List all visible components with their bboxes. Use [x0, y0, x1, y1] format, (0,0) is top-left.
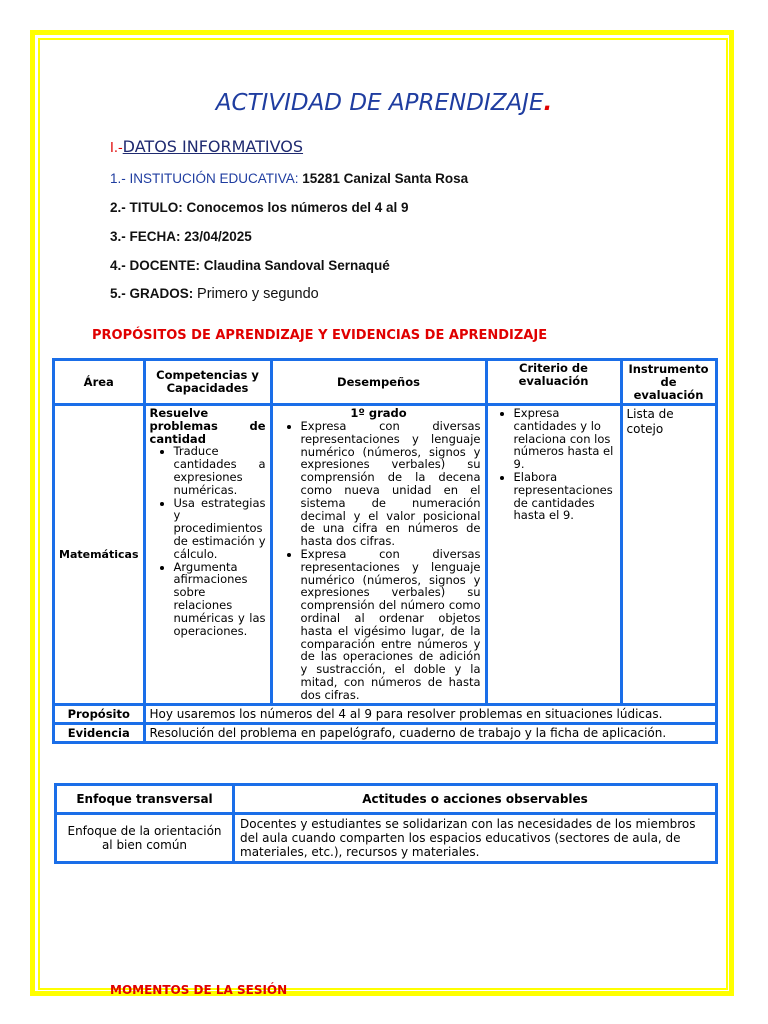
title-text: ACTIVIDAD DE APRENDIZAJE	[215, 90, 544, 116]
enfoque-header-left: Enfoque transversal	[56, 785, 234, 814]
capacidad-item: • Usa estrategias y procedimientos de estimación y cálculo.	[174, 497, 266, 561]
proposito-value: Hoy usaremos los números del 4 al 9 para resolver problemas en situaciones lúdicas.	[144, 704, 716, 723]
proposito-label: Propósito	[54, 704, 145, 723]
grados-value: Primero y segundo	[197, 286, 319, 302]
enfoque-header-right: Actitudes o acciones observables	[234, 785, 717, 814]
header-desempenos: Desempeños	[271, 360, 486, 405]
institucion-value: 15281 Canizal Santa Rosa	[302, 171, 469, 186]
desempeno-item: • Expresa con diversas representaciones y lenguaje numérico (números, signos y expresiones verbales) su comprensión de la decena como nueva unidad en el sistema de numeración decimal y el valor posicional de una cifra en números de hasta dos cifras.	[301, 420, 481, 548]
section-number: I.-	[110, 141, 123, 156]
desempeno-item: • Expresa con diversas representaciones y lenguaje numérico (números, signos y expresiones verbales) su comprensión del número como ordinal al ordenar objetos hasta el vigésimo lugar, de la comparación entre números y de las operaciones de adición y sustracción, el doble y la mitad, con números de hasta dos cifras.	[301, 548, 481, 702]
header-area: Área	[54, 360, 145, 405]
table-row-proposito	[54, 704, 717, 723]
momentos-heading: MOMENTOS DE LA SESIÓN	[110, 983, 288, 997]
header-competencias: Competencias y Capacidades	[144, 360, 271, 405]
enfoque-table	[54, 783, 718, 864]
info-docente: 4.- DOCENTE: Claudina Sandoval Sernaqué	[110, 258, 390, 273]
institucion-label: 1.- INSTITUCIÓN EDUCATIVA:	[110, 171, 299, 186]
enfoque-header-row	[56, 785, 717, 814]
grados-label: 5.- GRADOS:	[110, 286, 194, 301]
capacidad-item: • Traduce cantidades a expresiones numéricas.	[174, 445, 266, 496]
competencia-title: Resuelve problemas de cantidad	[149, 406, 266, 446]
info-titulo: 2.- TITULO: Conocemos los números del 4 al 9	[110, 200, 409, 215]
evidencia-value: Resolución del problema en papelógrafo, cuaderno de trabajo y la ficha de aplicación.	[144, 723, 716, 742]
capacidades-list	[150, 445, 266, 637]
info-institucion	[110, 171, 468, 186]
capacidad-item: • Argumenta afirmaciones sobre relaciones numéricas y las operaciones.	[174, 561, 266, 638]
header-criterio: Criterio de evaluación	[486, 360, 621, 405]
criterios-list	[492, 407, 616, 522]
enfoque-row	[56, 814, 717, 863]
table-header-row	[54, 360, 717, 405]
enfoque-left: Enfoque de la orientación al bien común	[56, 814, 234, 863]
cell-area: Matemáticas	[54, 405, 145, 705]
cell-instrumento: Lista de cotejo	[621, 405, 716, 705]
evidencia-label: Evidencia	[54, 723, 145, 742]
header-instrumento: Instrumento de evaluación	[621, 360, 716, 405]
section-label: DATOS INFORMATIVOS	[122, 137, 304, 156]
criterio-item: • Expresa cantidades y lo relaciona con los números hasta el 9.	[514, 407, 616, 471]
info-fecha: 3.- FECHA: 23/04/2025	[110, 229, 252, 244]
purposes-heading: PROPÓSITOS DE APRENDIZAJE Y EVIDENCIAS DE APRENDIZAJE	[92, 328, 548, 343]
document-title	[0, 90, 768, 116]
grado-label: 1º grado	[350, 406, 407, 420]
table-row-matematicas	[54, 405, 717, 705]
purposes-table	[52, 358, 718, 744]
cell-competencias	[144, 405, 271, 705]
section-heading-datos	[110, 137, 303, 156]
cell-criterio	[486, 405, 621, 705]
desempenos-list	[277, 420, 481, 702]
enfoque-right: Docentes y estudiantes se solidarizan con las necesidades de los miembros del aula cuando comparten los espacios educativos (sectores de aula, de materiales, etc.), recursos y materiales.	[234, 814, 717, 863]
cell-desempenos	[271, 405, 486, 705]
title-dot: .	[543, 90, 553, 116]
criterio-item: • Elabora representaciones de cantidades hasta el 9.	[514, 471, 616, 522]
info-grados	[110, 286, 319, 302]
table-row-evidencia	[54, 723, 717, 742]
